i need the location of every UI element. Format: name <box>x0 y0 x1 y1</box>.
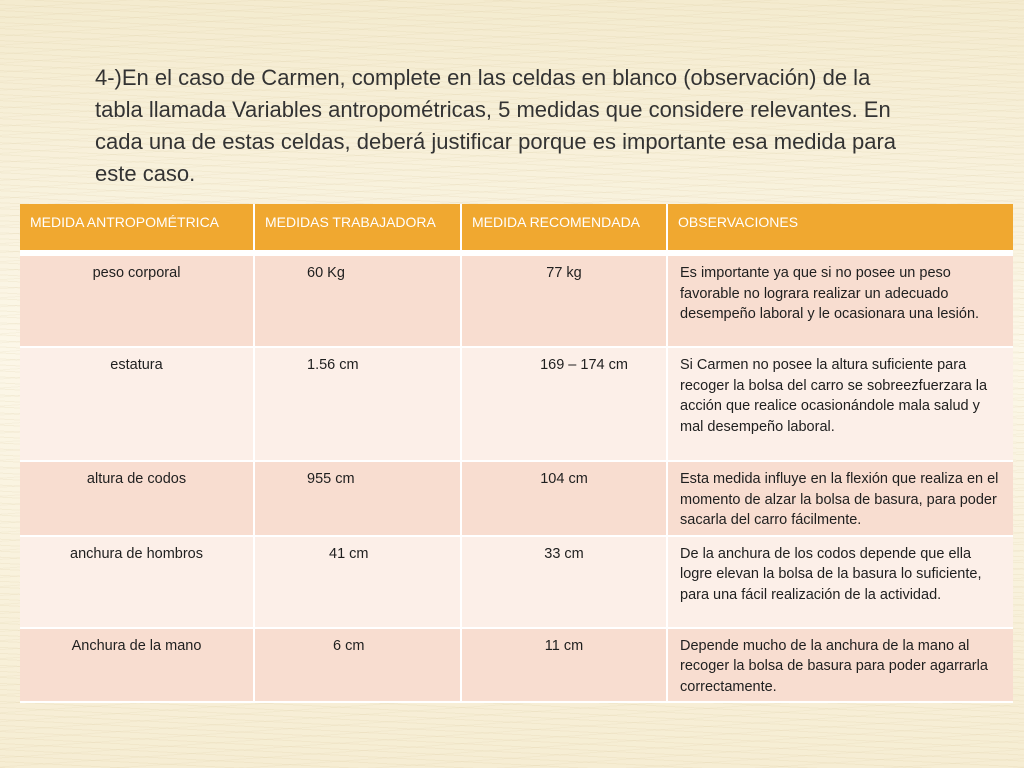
cell-worker: 41 cm <box>254 536 461 628</box>
cell-measure: estatura <box>20 347 254 461</box>
cell-observation: Si Carmen no posee la altura suficiente para recoger la bolsa del carro se sobreezfuerzara la acción que realice ocasionándole mala salud y mal desempeño laboral. <box>667 347 1013 461</box>
table-row <box>20 253 1013 347</box>
cell-observation: De la anchura de los codos depende que ella logre elevan la bolsa de la basura lo suficiente, para una fácil realización de la actividad. <box>667 536 1013 628</box>
instruction-text: 4-)En el caso de Carmen, complete en las celdas en blanco (observación) de la tabla llamada Variables antropométricas, 5 medidas que considere relevantes. En cada una de estas celdas, deberá justificar porque es importante esa medida para este caso. <box>95 65 897 186</box>
cell-worker: 955 cm <box>254 461 461 536</box>
table-row <box>20 536 1013 628</box>
table-header-row <box>20 204 1013 253</box>
header-recommended: MEDIDA RECOMENDADA <box>461 204 667 253</box>
cell-measure: altura de codos <box>20 461 254 536</box>
table-row <box>20 461 1013 536</box>
cell-observation: Esta medida influye en la flexión que realiza en el momento de alzar la bolsa de basura, para poder sacarla del carro fácilmente. <box>667 461 1013 536</box>
cell-worker: 60 Kg <box>254 253 461 347</box>
cell-recommended: 104 cm <box>461 461 667 536</box>
cell-recommended: 11 cm <box>461 628 667 703</box>
cell-observation: Depende mucho de la anchura de la mano al recoger la bolsa de basura para poder agarrarla correctamente. <box>667 628 1013 703</box>
cell-measure: anchura de hombros <box>20 536 254 628</box>
anthropometric-table <box>20 204 1013 703</box>
cell-worker: 6 cm <box>254 628 461 703</box>
cell-measure: Anchura de la mano <box>20 628 254 703</box>
table-row <box>20 628 1013 703</box>
header-worker: MEDIDAS TRABAJADORA <box>254 204 461 253</box>
cell-recommended: 169 – 174 cm <box>461 347 667 461</box>
table-row <box>20 347 1013 461</box>
cell-measure: peso corporal <box>20 253 254 347</box>
cell-recommended: 33 cm <box>461 536 667 628</box>
cell-observation: Es importante ya que si no posee un peso favorable no lograra realizar un adecuado desempeño laboral y le ocasionara una lesión. <box>667 253 1013 347</box>
header-observations: OBSERVACIONES <box>667 204 1013 253</box>
cell-worker: 1.56 cm <box>254 347 461 461</box>
header-measure: MEDIDA ANTROPOMÉTRICA <box>20 204 254 253</box>
cell-recommended: 77 kg <box>461 253 667 347</box>
